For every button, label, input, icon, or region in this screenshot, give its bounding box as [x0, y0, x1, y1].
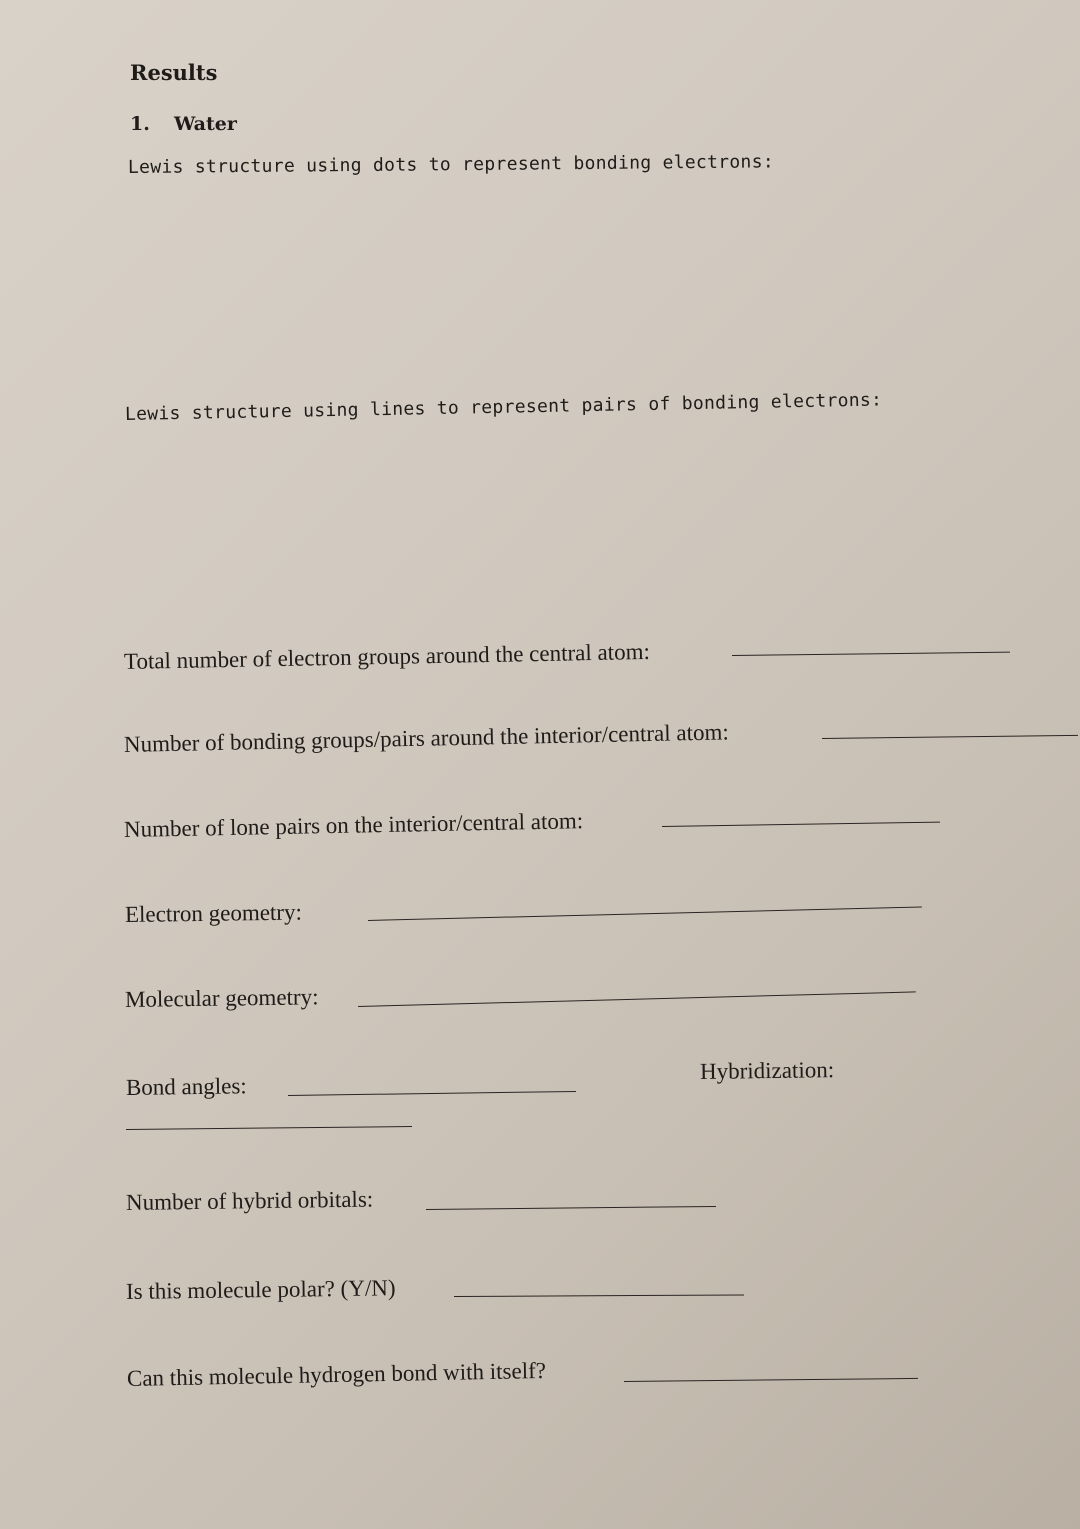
lone-pairs-prompt: Number of lone pairs on the interior/central atom:	[123, 808, 584, 842]
bonding-groups-prompt: Number of bonding groups/pairs around the interior/central atom:	[123, 719, 729, 757]
bond-angles-answer-line[interactable]	[288, 1091, 576, 1096]
lone-pairs-answer-line[interactable]	[662, 822, 940, 827]
total-groups-prompt: Total number of electron groups around the central atom:	[123, 638, 651, 674]
polar-prompt: Is this molecule polar? (Y/N)	[125, 1275, 396, 1304]
hydrogen-bond-answer-line[interactable]	[624, 1378, 918, 1382]
results-heading: Results	[130, 60, 218, 85]
section-title: Water	[174, 113, 237, 135]
hybrid-orbitals-answer-line[interactable]	[426, 1206, 716, 1210]
hybrid-orbitals-prompt: Number of hybrid orbitals:	[125, 1186, 374, 1215]
lewis-dots-prompt: Lewis structure using dots to represent bonding electrons:	[127, 151, 775, 178]
electron-geometry-answer-line[interactable]	[368, 906, 922, 921]
hybridization-prompt: Hybridization:	[699, 1057, 835, 1084]
electron-geometry-prompt: Electron geometry:	[124, 899, 303, 927]
bond-angles-prompt: Bond angles:	[125, 1073, 247, 1100]
bond-angles-answer-line-2[interactable]	[126, 1126, 412, 1130]
molecular-geometry-answer-line[interactable]	[358, 991, 916, 1007]
lewis-lines-drawing-area[interactable]	[125, 445, 945, 625]
bonding-groups-answer-line[interactable]	[822, 735, 1078, 739]
hybridization-answer-area[interactable]	[860, 1060, 1020, 1090]
total-groups-answer-line[interactable]	[732, 652, 1010, 656]
section-number: 1.	[130, 113, 150, 135]
molecular-geometry-prompt: Molecular geometry:	[124, 984, 319, 1012]
polar-answer-line[interactable]	[454, 1294, 744, 1297]
lewis-lines-prompt: Lewis structure using lines to represent pairs of bonding electrons:	[124, 389, 883, 425]
lewis-dots-drawing-area[interactable]	[128, 195, 948, 385]
hydrogen-bond-prompt: Can this molecule hydrogen bond with itself?	[126, 1357, 547, 1391]
